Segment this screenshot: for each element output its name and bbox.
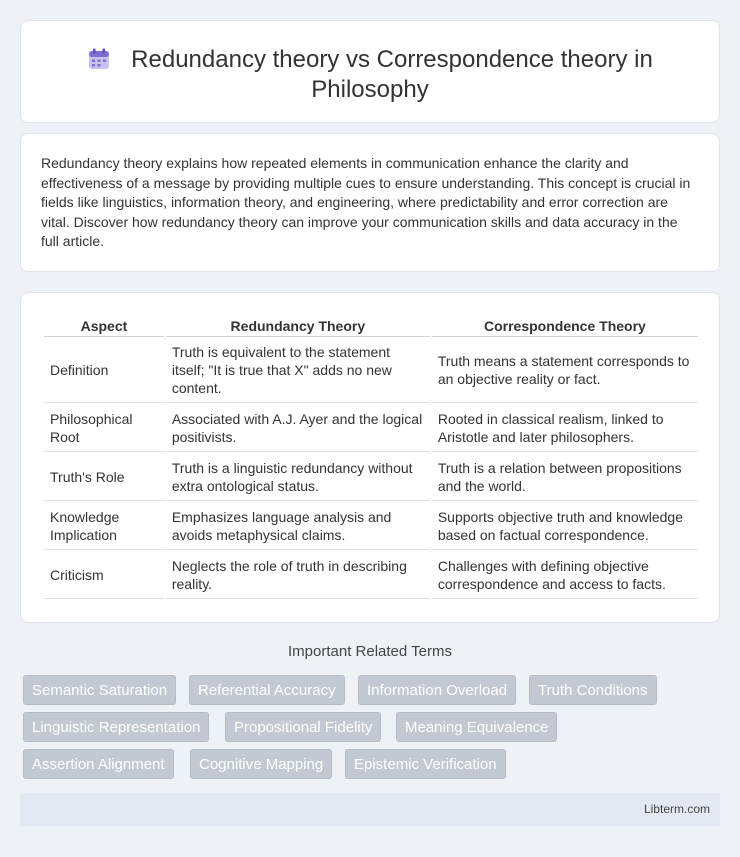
page-title (21, 45, 719, 105)
cell-aspect: Knowledge Implication (44, 501, 164, 550)
cell-correspondence: Supports objective truth and knowledge based on factual correspondence. (432, 501, 698, 550)
related-term-tag[interactable]: Epistemic Verification (345, 749, 506, 779)
footer (20, 793, 720, 826)
comparison-card (20, 292, 720, 623)
cell-redundancy: Neglects the role of truth in describing reality. (166, 550, 430, 599)
footer-site-link[interactable]: Libterm.com (643, 802, 710, 816)
comparison-table (42, 315, 700, 599)
table-header-row (44, 315, 698, 337)
related-term-tag[interactable]: Information Overload (358, 675, 516, 705)
related-term-tag[interactable]: Meaning Equivalence (396, 712, 557, 742)
title-line-1: Redundancy theory vs Correspondence theory in (131, 46, 653, 73)
cell-redundancy: Emphasizes language analysis and avoids metaphysical claims. (166, 501, 430, 550)
related-term-tag[interactable]: Semantic Saturation (23, 675, 176, 705)
cell-aspect: Philosophical Root (44, 403, 164, 452)
cell-redundancy: Truth is a linguistic redundancy without extra ontological status. (166, 452, 430, 501)
table-row (44, 452, 698, 501)
related-term-tag[interactable]: Truth Conditions (529, 675, 657, 705)
cell-correspondence: Truth is a relation between propositions and the world. (432, 452, 698, 501)
cell-aspect: Criticism (44, 550, 164, 599)
cell-aspect: Truth's Role (44, 452, 164, 501)
intro-card (20, 133, 720, 272)
related-term-tag[interactable]: Referential Accuracy (189, 675, 345, 705)
related-terms-heading: Important Related Terms (288, 643, 452, 660)
table-row (44, 550, 698, 599)
header-aspect: Aspect (44, 315, 164, 337)
table-row (44, 337, 698, 403)
calendar-icon (87, 47, 111, 71)
cell-redundancy: Associated with A.J. Ayer and the logical positivists. (166, 403, 430, 452)
cell-correspondence: Rooted in classical realism, linked to Aristotle and later philosophers. (432, 403, 698, 452)
header-redundancy: Redundancy Theory (166, 315, 430, 337)
table-row (44, 403, 698, 452)
cell-redundancy: Truth is equivalent to the statement itself; "It is true that X" adds no new content. (166, 337, 430, 403)
intro-paragraph: Redundancy theory explains how repeated elements in communication enhance the clarity and effectiveness of a message by providing multiple cues to ensure understanding. This concept is crucial in fields like linguistics, information theory, and engineering, where predictability and error correction are vital. Discover how redundancy theory can improve your communication skills and data accuracy in the full article. (41, 155, 691, 249)
cell-correspondence: Challenges with defining objective correspondence and access to facts. (432, 550, 698, 599)
cell-correspondence: Truth means a statement corresponds to an objective reality or fact. (432, 337, 698, 403)
title-line-2: Philosophy (311, 76, 429, 103)
related-term-tag[interactable]: Cognitive Mapping (190, 749, 332, 779)
related-term-tag[interactable]: Assertion Alignment (23, 749, 174, 779)
related-term-tag[interactable]: Linguistic Representation (23, 712, 209, 742)
cell-aspect: Definition (44, 337, 164, 403)
header-correspondence: Correspondence Theory (432, 315, 698, 337)
table-row (44, 501, 698, 550)
title-card (20, 20, 720, 123)
related-term-tag[interactable]: Propositional Fidelity (225, 712, 381, 742)
